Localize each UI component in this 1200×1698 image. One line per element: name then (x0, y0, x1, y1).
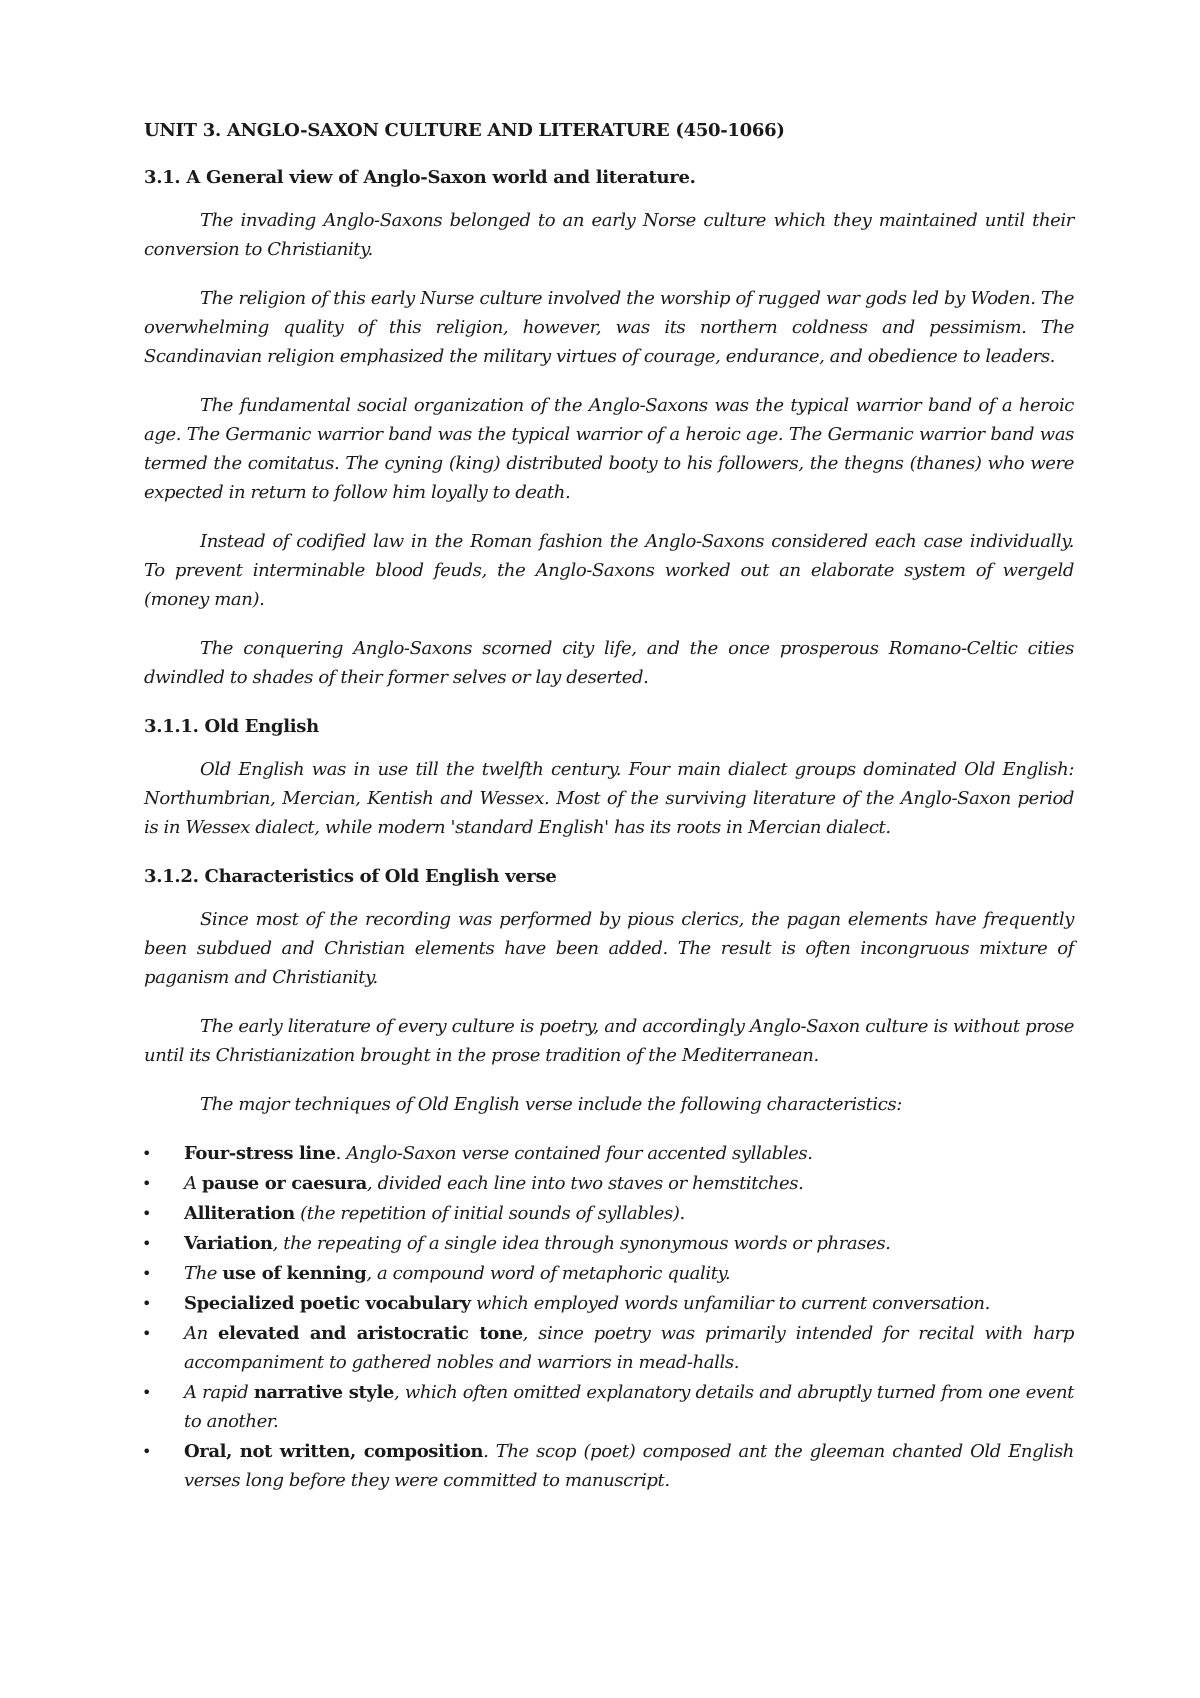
bullet-icon: • (142, 1383, 152, 1402)
paragraph: The fundamental social organization of the Anglo-Saxons was the typical warrior band of a heroic age. The Germanic warrior band was the typical warrior of a heroic age. The Germanic warrior band was termed the comitatus. The cyning (king) distributed booty to his followers, the thegns (thanes) who were expected in return to follow him loyally to death. (144, 395, 1074, 503)
paragraph: The early literature of every culture is poetry, and accordingly Anglo-Saxon culture is without prose until its Christianization brought in the prose tradition of the Mediterranean. (144, 1016, 1074, 1066)
paragraph: Old English was in use till the twelfth century. Four main dialect groups dominated Old English: Northumbrian, Mercian, Kentish and Wessex. Most of the surviving literature of the Anglo-Saxon period is in Wessex dialect, while modern 'standard English' has its roots in Mercian dialect. (144, 759, 1074, 838)
bullet-icon: • (142, 1144, 152, 1163)
paragraph: The conquering Anglo-Saxons scorned city life, and the once prosperous Romano-Celtic cities dwindled to shades of their former selves or lay deserted. (144, 638, 1074, 688)
bullet-icon: • (142, 1324, 152, 1343)
paragraph: Since most of the recording was performed by pious clerics, the pagan elements have frequently been subdued and Christian elements have been added. The result is often incongruous mixture of paganism and Christianity. (144, 909, 1074, 988)
list-item: • Alliteration (the repetition of initial sounds of syllables). (144, 1199, 1074, 1228)
bullet-icon: • (142, 1174, 152, 1193)
bullet-icon: • (142, 1234, 152, 1253)
bullet-icon: • (142, 1204, 152, 1223)
bullet-icon: • (142, 1264, 152, 1283)
list-item: • The use of kenning, a compound word of metaphoric quality. (144, 1259, 1074, 1288)
paragraph: The major techniques of Old English verse include the following characteristics: (200, 1094, 902, 1115)
bullet-icon: • (142, 1442, 152, 1461)
list-item: • An elevated and aristocratic tone, since poetry was primarily intended for recital with harp accompaniment to gathered nobles and warriors in mead-halls. (144, 1319, 1074, 1377)
list-item: • A rapid narrative style, which often omitted explanatory details and abruptly turned from one event to another. (144, 1378, 1074, 1436)
paragraph: Instead of codified law in the Roman fashion the Anglo-Saxons considered each case individually. To prevent interminable blood feuds, the Anglo-Saxons worked out an elaborate system of wergeld (money man). (144, 531, 1074, 610)
list-item: • Oral, not written, composition. The scop (poet) composed ant the gleeman chanted Old English verses long before they were committed to manuscript. (144, 1437, 1074, 1495)
verse-characteristics-list (144, 1139, 1074, 1495)
section-heading-3-1-2: 3.1.2. Characteristics of Old English verse (144, 866, 557, 887)
list-item: • Specialized poetic vocabulary which employed words unfamiliar to current conversation. (144, 1289, 1074, 1318)
paragraph: The religion of this early Nurse culture involved the worship of rugged war gods led by Woden. The overwhelming quality of this religion, however, was its northern coldness and pessimism. The Scandinavian religion emphasized the military virtues of courage, endurance, and obedience to leaders. (144, 288, 1074, 367)
paragraph: The invading Anglo-Saxons belonged to an early Norse culture which they maintained until their conversion to Christianity. (144, 210, 1074, 260)
section-heading-3-1: 3.1. A General view of Anglo-Saxon world and literature. (144, 167, 696, 188)
list-item: • Variation, the repeating of a single idea through synonymous words or phrases. (144, 1229, 1074, 1258)
list-item: • Four-stress line. Anglo-Saxon verse contained four accented syllables. (144, 1139, 1074, 1168)
document-body (144, 116, 1074, 1496)
page-title: UNIT 3. ANGLO-SAXON CULTURE AND LITERATURE (450-1066) (144, 120, 785, 141)
section-heading-3-1-1: 3.1.1. Old English (144, 716, 319, 737)
bullet-icon: • (142, 1294, 152, 1313)
list-item: • A pause or caesura, divided each line into two staves or hemstitches. (144, 1169, 1074, 1198)
